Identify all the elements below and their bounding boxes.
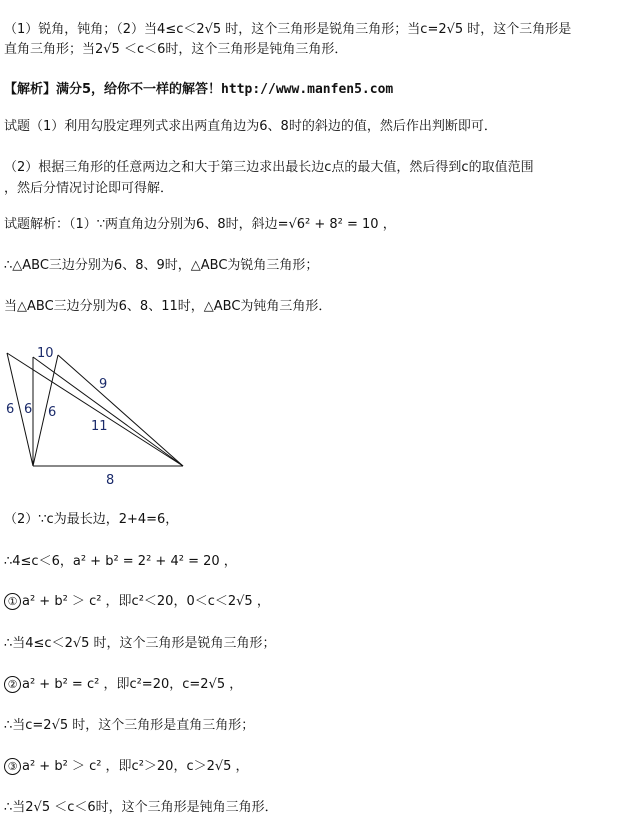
- label-10: 10: [37, 346, 54, 361]
- part2-line-2: ∴4≤c＜6，a² + b² = 2² + 4² = 20 ，: [4, 554, 237, 569]
- case-1-result: ∴当4≤c＜2√5 时，这个三角形是锐角三角形；: [4, 636, 276, 651]
- label-6-vertical: 6: [24, 402, 33, 417]
- case-3-result: ∴当2√5 ＜c＜6时，这个三角形是钝角三角形．: [4, 800, 278, 815]
- case-2-text: a² + b² = c² ，即c²=20，c=2√5 ，: [22, 677, 243, 692]
- hint-part-2b: ，然后分情况讨论即可得解．: [4, 181, 174, 196]
- hint-part-1: 试题（1）利用勾股定理列式求出两直角边为6、8时的斜边的值，然后作出判断即可．: [4, 119, 497, 134]
- hint-part-2a: （2）根据三角形的任意两边之和大于第三边求出最长边c点的最大值，然后得到c的取值范围: [4, 160, 534, 175]
- answer-line-2: 直角三角形；当2√5 ＜c＜6时，这个三角形是钝角三角形．: [4, 42, 348, 57]
- label-11: 11: [91, 419, 108, 434]
- solution-line-3: 当△ABC三边分别为6、8、11时，△ABC为钝角三角形．: [4, 299, 332, 314]
- label-9: 9: [99, 377, 108, 392]
- analysis-header: [4, 80, 626, 100]
- case-2-result: ∴当c=2√5 时，这个三角形是直角三角形；: [4, 718, 255, 733]
- case-2-marker: ②: [4, 676, 21, 693]
- hypotenuse-9: [58, 355, 183, 466]
- part2-line-1: （2）∵c为最长边，2+4=6，: [4, 512, 179, 527]
- case-1-text: a² + b² ＞ c² ，即c²＜20，0＜c＜2√5 ，: [22, 594, 270, 609]
- case-1-marker: ①: [4, 593, 21, 610]
- case-3: [4, 757, 626, 777]
- label-6-left: 6: [6, 402, 15, 417]
- answer-line-1: （1）锐角，钝角；（2）当4≤c＜2√5 时，这个三角形是锐角三角形；当c=2√5 时，这个三角形是: [4, 22, 572, 37]
- label-8: 8: [106, 473, 115, 488]
- analysis-url: http://www.manfen5.com: [221, 82, 394, 97]
- solution-line-1: 试题解析：（1）∵两直角边分别为6、8时，斜边=√6² + 8² = 10 ，: [4, 217, 396, 232]
- case-3-text: a² + b² ＞ c² ，即c²＞20，c＞2√5 ，: [22, 759, 249, 774]
- label-6-mid: 6: [48, 405, 57, 420]
- case-1: [4, 592, 626, 612]
- case-2: [4, 675, 626, 695]
- case-3-marker: ③: [4, 758, 21, 775]
- solution-line-2: ∴△ABC三边分别为6、8、9时，△ABC为锐角三角形；: [4, 258, 319, 273]
- triangle-figure: [0, 340, 200, 490]
- analysis-label: 【解析】满分5，给你不一样的解答！: [4, 82, 222, 97]
